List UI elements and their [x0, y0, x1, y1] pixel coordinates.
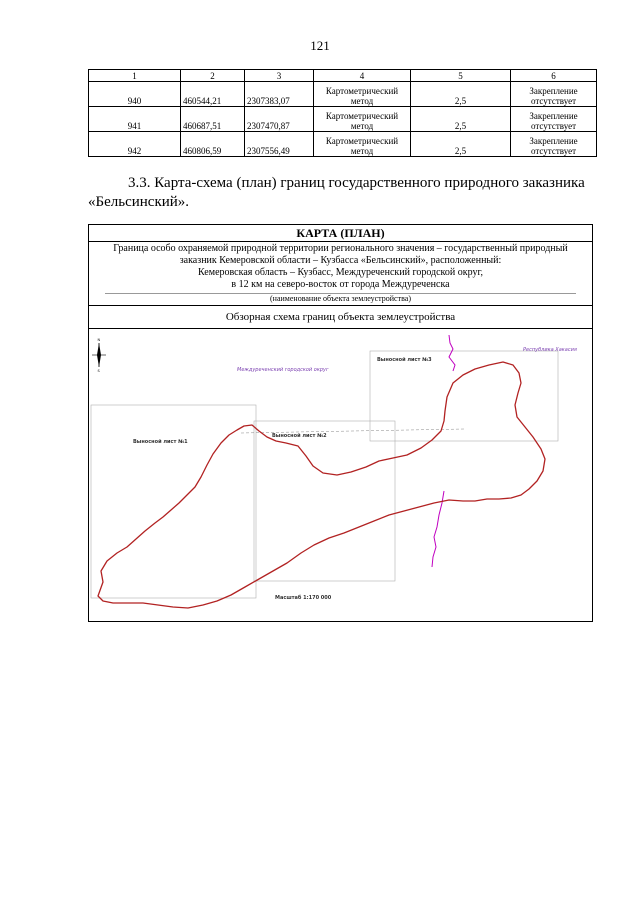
district-label: Междуреченский городской округ: [237, 367, 329, 373]
map-drawing: [89, 335, 592, 621]
point-number: 940: [89, 82, 181, 107]
map-description: [89, 242, 592, 291]
table-header-row: [89, 70, 597, 82]
page-number: 121: [310, 38, 330, 53]
map-frame: [88, 224, 593, 622]
north-arrow-icon: [92, 338, 106, 373]
description-caption: (наименование объекта землеустройства): [270, 294, 411, 303]
scheme-title: Обзорная схема границ объекта землеустройства: [89, 305, 592, 329]
method-cell: Картометрический метод: [314, 82, 411, 107]
sheet-3-label: Выносной лист №3: [377, 357, 432, 363]
sheet-frames: [91, 351, 558, 598]
point-number: 941: [89, 107, 181, 132]
coordinate-y: 2307470,87: [245, 107, 314, 132]
fixing-cell: Закрепление отсутствует: [511, 82, 597, 107]
column-header: 1: [89, 70, 181, 82]
method-cell: Картометрический метод: [314, 107, 411, 132]
table-row: [89, 107, 597, 132]
reserve-boundary: [98, 362, 545, 608]
svg-text:N: N: [97, 338, 101, 342]
coordinate-x: 460687,51: [181, 107, 245, 132]
table-row: [89, 82, 597, 107]
column-header: 2: [181, 70, 245, 82]
coordinate-y: 2307383,07: [245, 82, 314, 107]
republic-label: Республика Хакасия: [523, 347, 577, 353]
map-title: КАРТА (ПЛАН): [89, 225, 592, 242]
coordinate-y: 2307556,49: [245, 132, 314, 157]
sheet-2-label: Выносной лист №2: [272, 433, 327, 439]
sheet-frame-3: [370, 351, 558, 441]
table-row: [89, 132, 597, 157]
scale-label: Масштаб 1:170 000: [275, 595, 332, 601]
coordinate-x: 460544,21: [181, 82, 245, 107]
overview-map: [89, 335, 592, 621]
error-cell: 2,5: [411, 132, 511, 157]
description-line: Кемеровская область – Кузбасс, Междуреченский городской округ,: [198, 267, 483, 278]
column-header: 5: [411, 70, 511, 82]
description-line: в 12 км на северо-восток от города Междуреченска: [231, 279, 450, 290]
coordinate-x: 460806,59: [181, 132, 245, 157]
column-header: 4: [314, 70, 411, 82]
method-cell: Картометрический метод: [314, 132, 411, 157]
fixing-cell: Закрепление отсутствует: [511, 132, 597, 157]
column-header: 6: [511, 70, 597, 82]
error-cell: 2,5: [411, 107, 511, 132]
error-cell: 2,5: [411, 82, 511, 107]
coordinates-table: [88, 69, 597, 157]
point-number: 942: [89, 132, 181, 157]
section-heading: 3.3. Карта-схема (план) границ государственного природного заказника «Бельсинский».: [88, 175, 585, 210]
fixing-cell: Закрепление отсутствует: [511, 107, 597, 132]
svg-text:S: S: [97, 369, 100, 373]
description-line: Граница особо охраняемой природной территории регионального значения – государственный природный: [113, 243, 568, 254]
sheet-1-label: Выносной лист №1: [133, 439, 188, 445]
description-line: заказник Кемеровской области – Кузбасса «Бельсинский», расположенный:: [179, 255, 502, 266]
column-header: 3: [245, 70, 314, 82]
admin-border-line: [432, 335, 455, 567]
sheet-frame-2: [254, 421, 395, 581]
